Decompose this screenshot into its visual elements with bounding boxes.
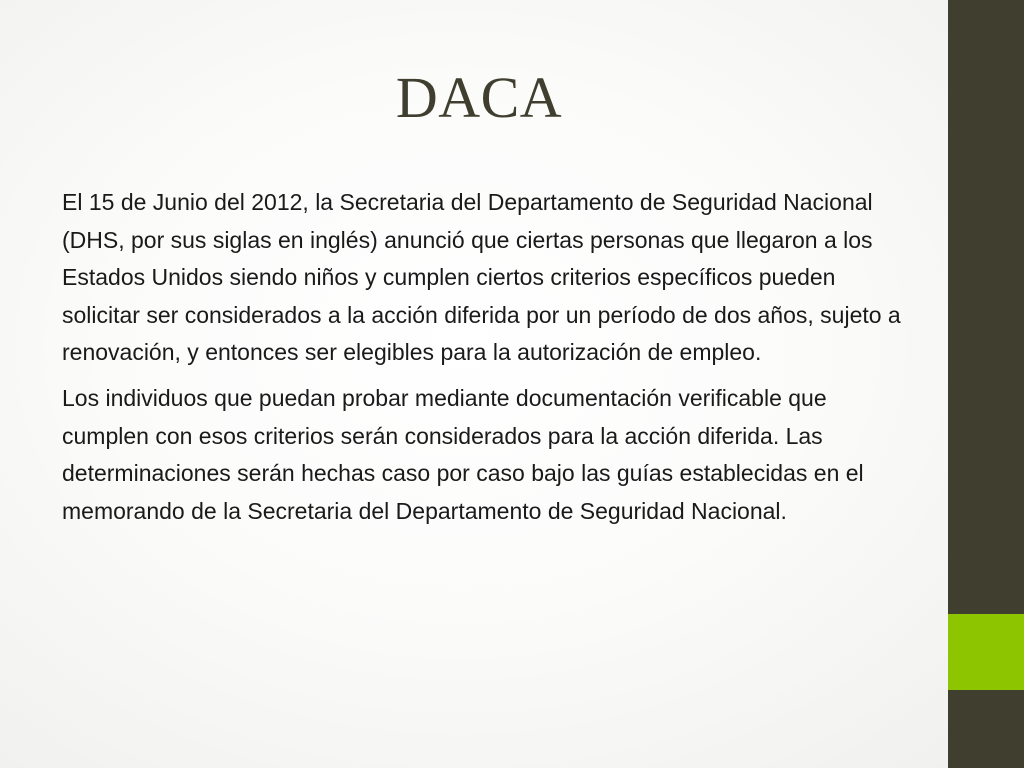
slide-body	[62, 184, 902, 538]
decorative-side-bar	[948, 0, 1024, 768]
body-paragraph-1: El 15 de Junio del 2012, la Secretaria del Departamento de Seguridad Nacional (DHS, por sus siglas en inglés) anunció que ciertas personas que llegaron a los Estados Unidos siendo niños y cumplen ciertos criterios específicos pueden solicitar ser considerados a la acción diferida por un período de dos años, sujeto a renovación, y entonces ser elegibles para la autorización de empleo.	[62, 189, 901, 366]
accent-square	[948, 614, 1024, 690]
slide-title: DACA	[395, 65, 563, 130]
body-paragraph-2: Los individuos que puedan probar mediante documentación verificable que cumplen con esos criterios serán considerados para la acción diferida. Las determinaciones serán hechas caso por caso bajo las guías establecidas en el memorando de la Secretaria del Departamento de Seguridad Nacional.	[62, 384, 864, 524]
